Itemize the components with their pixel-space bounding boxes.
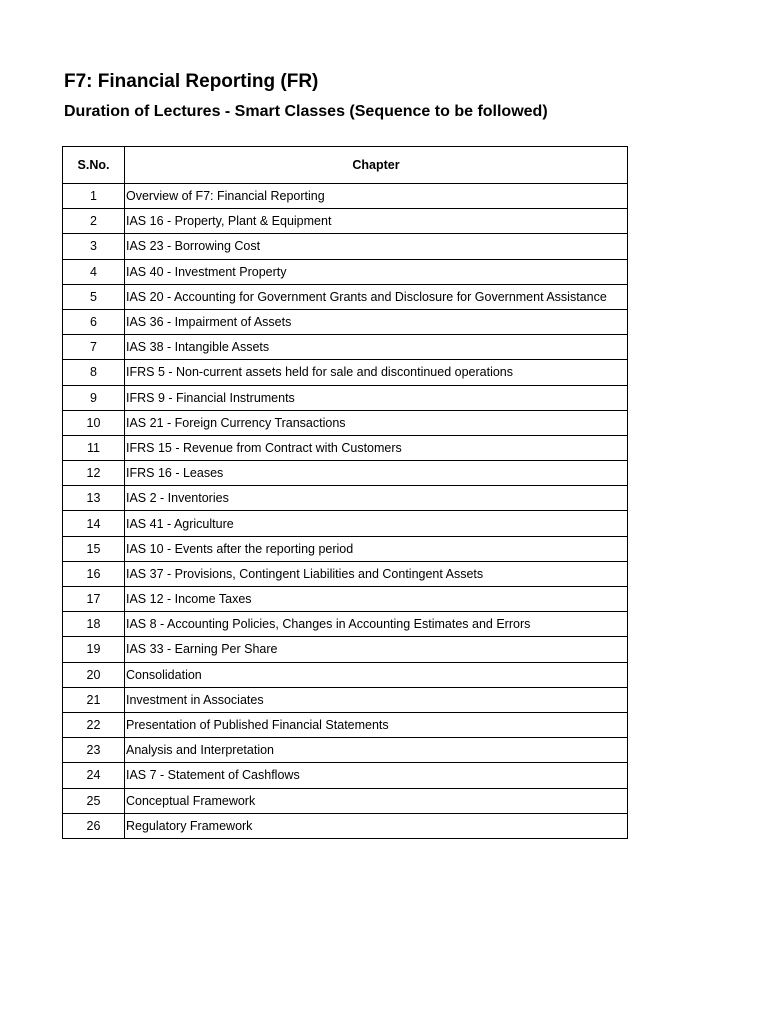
row-chapter: Conceptual Framework xyxy=(125,788,628,813)
row-chapter: IAS 36 - Impairment of Assets xyxy=(125,309,628,334)
table-row xyxy=(63,284,628,309)
row-chapter: Overview of F7: Financial Reporting xyxy=(125,184,628,209)
row-sno: 10 xyxy=(63,410,125,435)
row-sno: 6 xyxy=(63,309,125,334)
column-header-chapter: Chapter xyxy=(125,147,628,184)
row-sno: 19 xyxy=(63,637,125,662)
row-sno: 26 xyxy=(63,813,125,838)
row-sno: 20 xyxy=(63,662,125,687)
row-chapter: IFRS 15 - Revenue from Contract with Customers xyxy=(125,435,628,460)
row-chapter: Investment in Associates xyxy=(125,687,628,712)
row-sno: 11 xyxy=(63,435,125,460)
row-chapter: IFRS 9 - Financial Instruments xyxy=(125,385,628,410)
table-row xyxy=(63,536,628,561)
table-row xyxy=(63,259,628,284)
table-row xyxy=(63,738,628,763)
row-sno: 21 xyxy=(63,687,125,712)
row-chapter: IAS 33 - Earning Per Share xyxy=(125,637,628,662)
row-sno: 18 xyxy=(63,612,125,637)
row-sno: 23 xyxy=(63,738,125,763)
row-chapter: IAS 12 - Income Taxes xyxy=(125,587,628,612)
row-sno: 9 xyxy=(63,385,125,410)
table-row xyxy=(63,360,628,385)
row-chapter: Analysis and Interpretation xyxy=(125,738,628,763)
row-sno: 22 xyxy=(63,712,125,737)
row-chapter: Consolidation xyxy=(125,662,628,687)
row-sno: 16 xyxy=(63,561,125,586)
chapters-table xyxy=(62,146,628,839)
row-chapter: IAS 21 - Foreign Currency Transactions xyxy=(125,410,628,435)
row-sno: 7 xyxy=(63,335,125,360)
table-row xyxy=(63,788,628,813)
table-row xyxy=(63,335,628,360)
row-chapter: IAS 41 - Agriculture xyxy=(125,511,628,536)
table-row xyxy=(63,486,628,511)
row-sno: 1 xyxy=(63,184,125,209)
row-chapter: IAS 40 - Investment Property xyxy=(125,259,628,284)
table-row xyxy=(63,662,628,687)
row-sno: 24 xyxy=(63,763,125,788)
table-row xyxy=(63,712,628,737)
row-sno: 12 xyxy=(63,461,125,486)
row-chapter: IAS 38 - Intangible Assets xyxy=(125,335,628,360)
table-row xyxy=(63,813,628,838)
table-row xyxy=(63,184,628,209)
row-sno: 4 xyxy=(63,259,125,284)
table-header-row xyxy=(63,147,628,184)
row-chapter: IAS 8 - Accounting Policies, Changes in Accounting Estimates and Errors xyxy=(125,612,628,637)
table-row xyxy=(63,561,628,586)
row-sno: 3 xyxy=(63,234,125,259)
row-sno: 13 xyxy=(63,486,125,511)
page-subtitle: Duration of Lectures - Smart Classes (Sequence to be followed) xyxy=(64,103,548,120)
table-row xyxy=(63,511,628,536)
table-row xyxy=(63,461,628,486)
table-row xyxy=(63,234,628,259)
table-row xyxy=(63,410,628,435)
table-body xyxy=(63,184,628,839)
row-chapter: IFRS 5 - Non-current assets held for sale and discontinued operations xyxy=(125,360,628,385)
table-row xyxy=(63,637,628,662)
row-chapter: IAS 7 - Statement of Cashflows xyxy=(125,763,628,788)
table-row xyxy=(63,587,628,612)
column-header-sno: S.No. xyxy=(63,147,125,184)
table-row xyxy=(63,763,628,788)
row-sno: 2 xyxy=(63,209,125,234)
row-chapter: IAS 16 - Property, Plant & Equipment xyxy=(125,209,628,234)
row-sno: 5 xyxy=(63,284,125,309)
row-sno: 17 xyxy=(63,587,125,612)
row-chapter: IFRS 16 - Leases xyxy=(125,461,628,486)
row-chapter: IAS 23 - Borrowing Cost xyxy=(125,234,628,259)
table-row xyxy=(63,612,628,637)
table-row xyxy=(63,435,628,460)
row-chapter: IAS 10 - Events after the reporting period xyxy=(125,536,628,561)
row-chapter: IAS 2 - Inventories xyxy=(125,486,628,511)
row-sno: 25 xyxy=(63,788,125,813)
table-row xyxy=(63,385,628,410)
row-chapter: IAS 37 - Provisions, Contingent Liabilities and Contingent Assets xyxy=(125,561,628,586)
row-chapter: Presentation of Published Financial Statements xyxy=(125,712,628,737)
table-row xyxy=(63,687,628,712)
page-title: F7: Financial Reporting (FR) xyxy=(64,71,319,92)
table-row xyxy=(63,309,628,334)
table-row xyxy=(63,209,628,234)
row-chapter: Regulatory Framework xyxy=(125,813,628,838)
row-sno: 15 xyxy=(63,536,125,561)
row-chapter: IAS 20 - Accounting for Government Grants and Disclosure for Government Assistance xyxy=(125,284,628,309)
row-sno: 14 xyxy=(63,511,125,536)
row-sno: 8 xyxy=(63,360,125,385)
